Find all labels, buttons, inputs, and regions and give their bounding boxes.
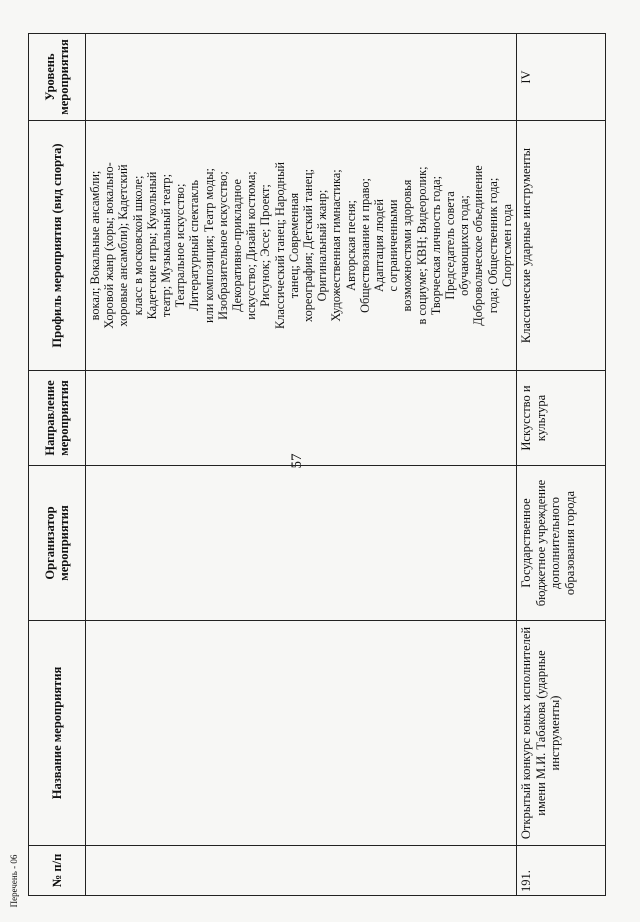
cell-num-cont	[86, 846, 517, 896]
profile-line: Адаптация людей	[372, 199, 387, 292]
profile-line: Оригинальный жанр;	[315, 189, 330, 302]
cell-profile-cont	[86, 121, 517, 371]
profile-line: вокал; Вокальные ансамбли;	[88, 170, 102, 321]
profile-line: Художественная гимнастика;	[329, 169, 344, 322]
profile-line: в социуме; КВН; Видеоролик;	[414, 166, 429, 325]
table-header-row	[29, 34, 86, 896]
profile-line: Классический танец; Народный	[272, 162, 287, 329]
cell-name: Открытый конкурс юных исполнителей имени М.И. Табакова (ударные инструменты)	[517, 621, 606, 846]
header-num: № п/п	[29, 846, 86, 896]
cell-name-cont	[86, 621, 517, 846]
page-number: 57	[289, 453, 305, 469]
footer-stamp: Перечень - 06	[9, 854, 19, 908]
profile-line: с ограниченными	[386, 199, 401, 292]
profile-line: Литературный спектакль	[187, 179, 202, 312]
profile-line: Творческая личность года;	[428, 175, 443, 316]
profile-line: искусство; Дизайн костюма;	[244, 171, 259, 320]
cell-direction: Искусство и культура	[517, 371, 606, 466]
profile-line: танец; Современная	[286, 192, 301, 299]
profile-line: обучающихся года;	[457, 195, 472, 296]
cell-profile: Классические ударные инструменты	[517, 121, 606, 371]
events-table	[28, 33, 606, 896]
profile-line: Театральное искусство;	[173, 183, 188, 308]
table-row-continuation	[86, 34, 517, 896]
profile-line: класс в московской школе;	[130, 175, 145, 316]
profile-line: Кадетские игры; Кукольный	[144, 171, 159, 320]
table-row-191	[517, 34, 606, 896]
profile-line: Обществознание и право;	[357, 178, 372, 313]
header-organizer: Организатор мероприятия	[29, 466, 86, 621]
profile-line: возможностями здоровья	[400, 179, 415, 312]
table-container	[28, 34, 606, 896]
header-name: Название мероприятия	[29, 621, 86, 846]
profile-line: Председатель совета	[443, 191, 458, 300]
profile-line: или композиция; Театр моды;	[201, 168, 216, 323]
profile-line: хореография; Детский танец;	[301, 168, 316, 323]
cell-direction-cont	[86, 371, 517, 466]
cell-level: IV	[517, 34, 606, 121]
profile-line: Изобразительное искусство;	[215, 171, 230, 320]
profile-line: Декоративно-прикладное	[230, 179, 245, 312]
header-direction: Направление мероприятия	[29, 371, 86, 466]
cell-num: 191.	[517, 846, 606, 896]
profile-line: Авторская песня;	[343, 200, 358, 291]
profile-line: Добровольческое объединение	[471, 165, 486, 326]
profile-line: Хоровой жанр (хоры; вокально-	[102, 162, 117, 329]
profile-line: театр; Музыкальный театр;	[159, 174, 174, 317]
header-profile: Профиль мероприятия (вид спорта)	[29, 121, 86, 371]
profile-line: года; Общественник года;	[485, 177, 500, 314]
cell-level-cont	[86, 34, 517, 121]
cell-organizer: Государственное бюджетное учреждение дополнительного образования города	[517, 466, 606, 621]
profile-line: Спортсмен года	[499, 203, 514, 288]
cell-organizer-cont	[86, 466, 517, 621]
header-level: Уровень мероприятия	[29, 34, 86, 121]
profile-line: Рисунок; Эссе; Проект;	[258, 184, 273, 307]
profile-line: хоровые ансамбли); Кадетский	[116, 164, 131, 327]
